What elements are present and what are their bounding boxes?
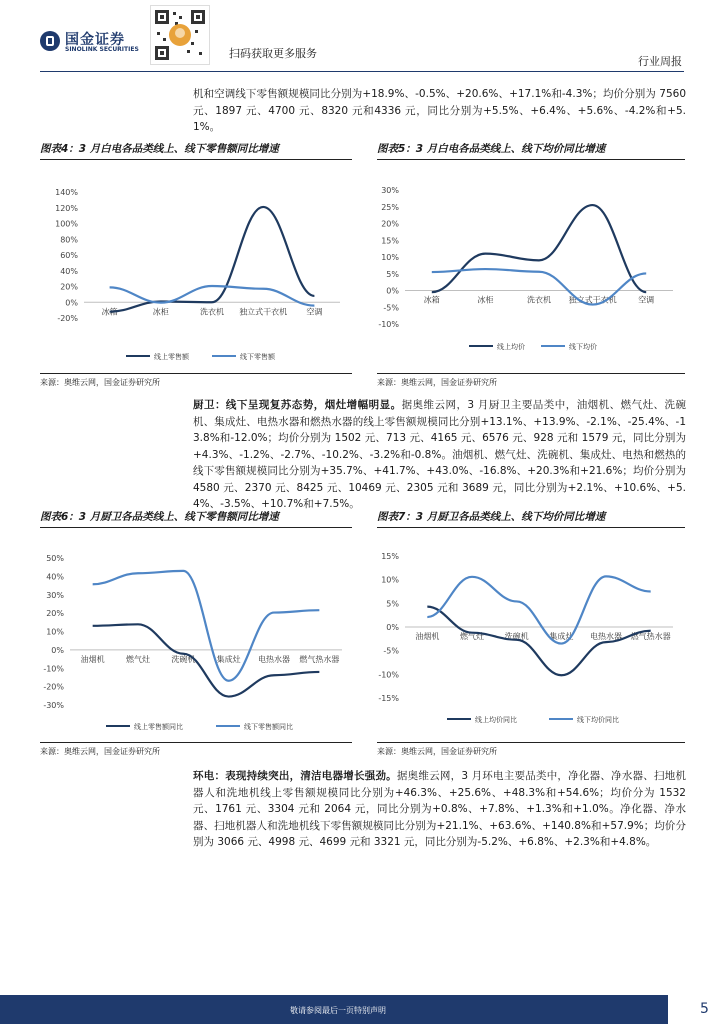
y-tick-label: 20%	[46, 609, 64, 619]
y-tick-label: 40%	[60, 266, 78, 276]
x-tick-label: 燃气灶	[126, 654, 150, 664]
x-tick-label: 油烟机	[415, 632, 440, 641]
figure-7-title-rule	[377, 527, 685, 528]
y-tick-label: 10%	[46, 627, 64, 637]
x-tick-label: 洗碗机	[504, 632, 529, 641]
kitchen-paragraph	[193, 397, 686, 513]
qr-code-icon[interactable]	[150, 5, 210, 65]
y-tick-label: 0%	[386, 286, 399, 296]
y-tick-label: 140%	[55, 188, 78, 197]
y-tick-label: 30%	[381, 186, 399, 195]
legend-label-2: 线下零售额	[240, 353, 275, 361]
y-tick-label: -20%	[57, 314, 78, 323]
figure-7-bottom-rule	[377, 742, 685, 743]
y-tick-label: -5%	[383, 646, 399, 656]
chart-figure-4	[40, 170, 352, 370]
y-tick-label: 20%	[60, 282, 78, 292]
x-tick-label: 燃气热水器	[630, 632, 671, 641]
figure-5-source: 来源：奥维云网，国金证券研究所	[377, 378, 497, 387]
y-tick-label: 10%	[381, 253, 399, 262]
y-tick-label: -15%	[378, 694, 399, 703]
figure-4-title-rule	[40, 159, 352, 160]
y-tick-label: 5%	[386, 269, 399, 279]
figure-6-bottom-rule	[40, 742, 352, 743]
y-tick-label: 0%	[51, 645, 64, 655]
figure-7-title: 图表7：3 月厨卫各品类线上、线下均价同比增速	[377, 511, 606, 523]
chart-figure-5	[377, 170, 685, 370]
y-tick-label: 0%	[65, 298, 78, 308]
legend-label-2: 线下均价	[569, 343, 597, 351]
env-text: 据奥维云网，3 月环电主要品类中，净化器、净水器、扫地机器人和洗地机线上零售额规模同比分别为+46.3%、+25.6%、+48.3%和+54.6%；均价分为 1532 元、1761 元、3304 元和 2064 元，同比分别为+0.8%、+7.8%、+1.3%和+1.0%。净化器、净水器、扫地机器人和洗地机线下零售额规模同比分别为+21.1%、+63.6%、+140.8%和+57.9%；均价分别为 3066 元、4998 元、4699 元和 3321 元，同比分别为-5.2%、+6.8%、+2.3%和+4.8%。	[193, 770, 686, 848]
y-tick-label: 30%	[46, 590, 64, 600]
legend-label-1: 线上均价	[497, 343, 525, 351]
company-logo-icon	[40, 31, 60, 51]
figure-5-bottom-rule	[377, 373, 685, 374]
figure-5-title-rule	[377, 159, 685, 160]
x-tick-label: 集成灶	[216, 654, 241, 664]
logo-text-en: SINOLINK SECURITIES	[65, 46, 139, 53]
x-tick-label: 空调	[306, 307, 323, 317]
y-tick-label: 50%	[46, 554, 64, 563]
x-tick-label: 冰柜	[477, 295, 494, 305]
footer-disclaimer[interactable]: 敬请参阅最后一页特别声明	[290, 1006, 386, 1015]
y-tick-label: 15%	[381, 236, 399, 246]
figure-4-source: 来源：奥维云网，国金证券研究所	[40, 378, 160, 387]
y-tick-label: -30%	[43, 701, 64, 710]
chart-figure-6	[40, 545, 352, 737]
y-tick-label: -5%	[383, 303, 399, 313]
y-tick-label: -20%	[43, 682, 64, 692]
x-tick-label: 独立式干衣机	[239, 307, 288, 317]
x-tick-label: 电热水器	[258, 654, 290, 664]
figure-4-title: 图表4：3 月白电各品类线上、线下零售额同比增速	[40, 143, 279, 155]
x-tick-label: 电热水器	[590, 632, 622, 641]
y-tick-label: 10%	[381, 575, 399, 585]
y-tick-label: -10%	[43, 664, 64, 674]
x-tick-label: 空调	[638, 295, 655, 305]
x-tick-label: 冰箱	[101, 307, 118, 317]
series-line-2	[93, 571, 320, 681]
figure-5-title: 图表5：3 月白电各品类线上、线下均价同比增速	[377, 143, 606, 155]
legend-label-1: 线上零售额	[154, 353, 189, 361]
y-tick-label: 20%	[381, 219, 399, 229]
figure-6-title-rule	[40, 527, 352, 528]
x-tick-label: 洗衣机	[527, 295, 551, 305]
x-tick-label: 燃气灶	[460, 632, 484, 641]
y-tick-label: 100%	[55, 219, 78, 229]
x-tick-label: 燃气热水器	[299, 654, 340, 664]
figure-6-source: 来源：奥维云网，国金证券研究所	[40, 747, 160, 756]
figure-4-bottom-rule	[40, 373, 352, 374]
legend-label-2: 线下均价同比	[577, 716, 619, 724]
env-lead: 环电：表现持续突出，清洁电器增长强劲。	[193, 770, 397, 782]
y-tick-label: -10%	[378, 670, 399, 680]
y-tick-label: 5%	[386, 599, 399, 609]
chart-figure-7	[377, 545, 685, 737]
y-tick-label: 40%	[46, 572, 64, 582]
qr-caption: 扫码获取更多服务	[229, 47, 317, 60]
y-tick-label: 80%	[60, 235, 78, 245]
x-tick-label: 洗衣机	[200, 307, 224, 317]
x-tick-label: 集成灶	[549, 632, 574, 641]
y-tick-label: 120%	[55, 203, 78, 213]
figure-6-title: 图表6：3 月厨卫各品类线上、线下零售额同比增速	[40, 511, 279, 523]
intro-paragraph: 机和空调线下零售额规模同比分别为+18.9%、-0.5%、+20.6%、+17.1%和-4.3%；均价分别为 7560 元、1897 元、4700 元、8320 元和4336 元，同比分别为+5.5%、+6.4%、+5.6%、-4.2%和+5.1%。	[193, 88, 686, 133]
env-paragraph	[193, 768, 686, 851]
report-type-label: 行业周报	[638, 55, 682, 68]
figure-7-source: 来源：奥维云网，国金证券研究所	[377, 747, 497, 756]
x-tick-label: 冰箱	[423, 295, 440, 305]
page-number: 5	[700, 1001, 709, 1017]
y-tick-label: 25%	[381, 202, 399, 212]
y-tick-label: 15%	[381, 552, 399, 561]
y-tick-label: -10%	[378, 320, 399, 329]
legend-label-2: 线下零售额同比	[244, 723, 293, 731]
x-tick-label: 冰柜	[152, 307, 169, 317]
series-line-1	[432, 205, 646, 292]
y-tick-label: 60%	[60, 251, 78, 260]
header-divider	[40, 71, 684, 72]
x-tick-label: 洗碗机	[171, 654, 196, 664]
legend-label-1: 线上零售额同比	[134, 723, 183, 731]
x-tick-label: 油烟机	[80, 654, 105, 664]
kitchen-text: 据奥维云网，3 月厨卫主要品类中，油烟机、燃气灶、洗碗机、集成灶、电热水器和燃热水器的线上零售额规模同比分别+13.1%、+13.9%、-2.1%、-25.4%、-13.8%和-12.0%；均价分别为 1502 元、713 元、4165 元、6576 元、928 元和 1579 元，同比分别为+4.3%、-1.2%、-2.7%、-10.2%、-3.2%和-0.8%。油烟机、燃气灶、洗碗机、集成灶、电热和燃热的线下零售额规模同比分别为+35.7%、+41.7%、+43.0%、-16.8%、+20.3%和+21.6%；均价分别为 4580 元、2370 元、8425 元、10469 元、2305 元和 3689 元，同比分别为+2.1%、+10.6%、+5.4%、-3.5%、+10.7%和+7.5%。	[193, 399, 686, 510]
logo-text-cn: 国金证券	[65, 32, 125, 48]
series-line-1	[110, 207, 315, 312]
x-tick-label: 独立式干衣机	[568, 295, 617, 305]
y-tick-label: 0%	[386, 623, 399, 632]
legend-label-1: 线上均价同比	[475, 716, 517, 724]
kitchen-lead: 厨卫：线下呈现复苏态势，烟灶增幅明显。	[193, 399, 402, 411]
